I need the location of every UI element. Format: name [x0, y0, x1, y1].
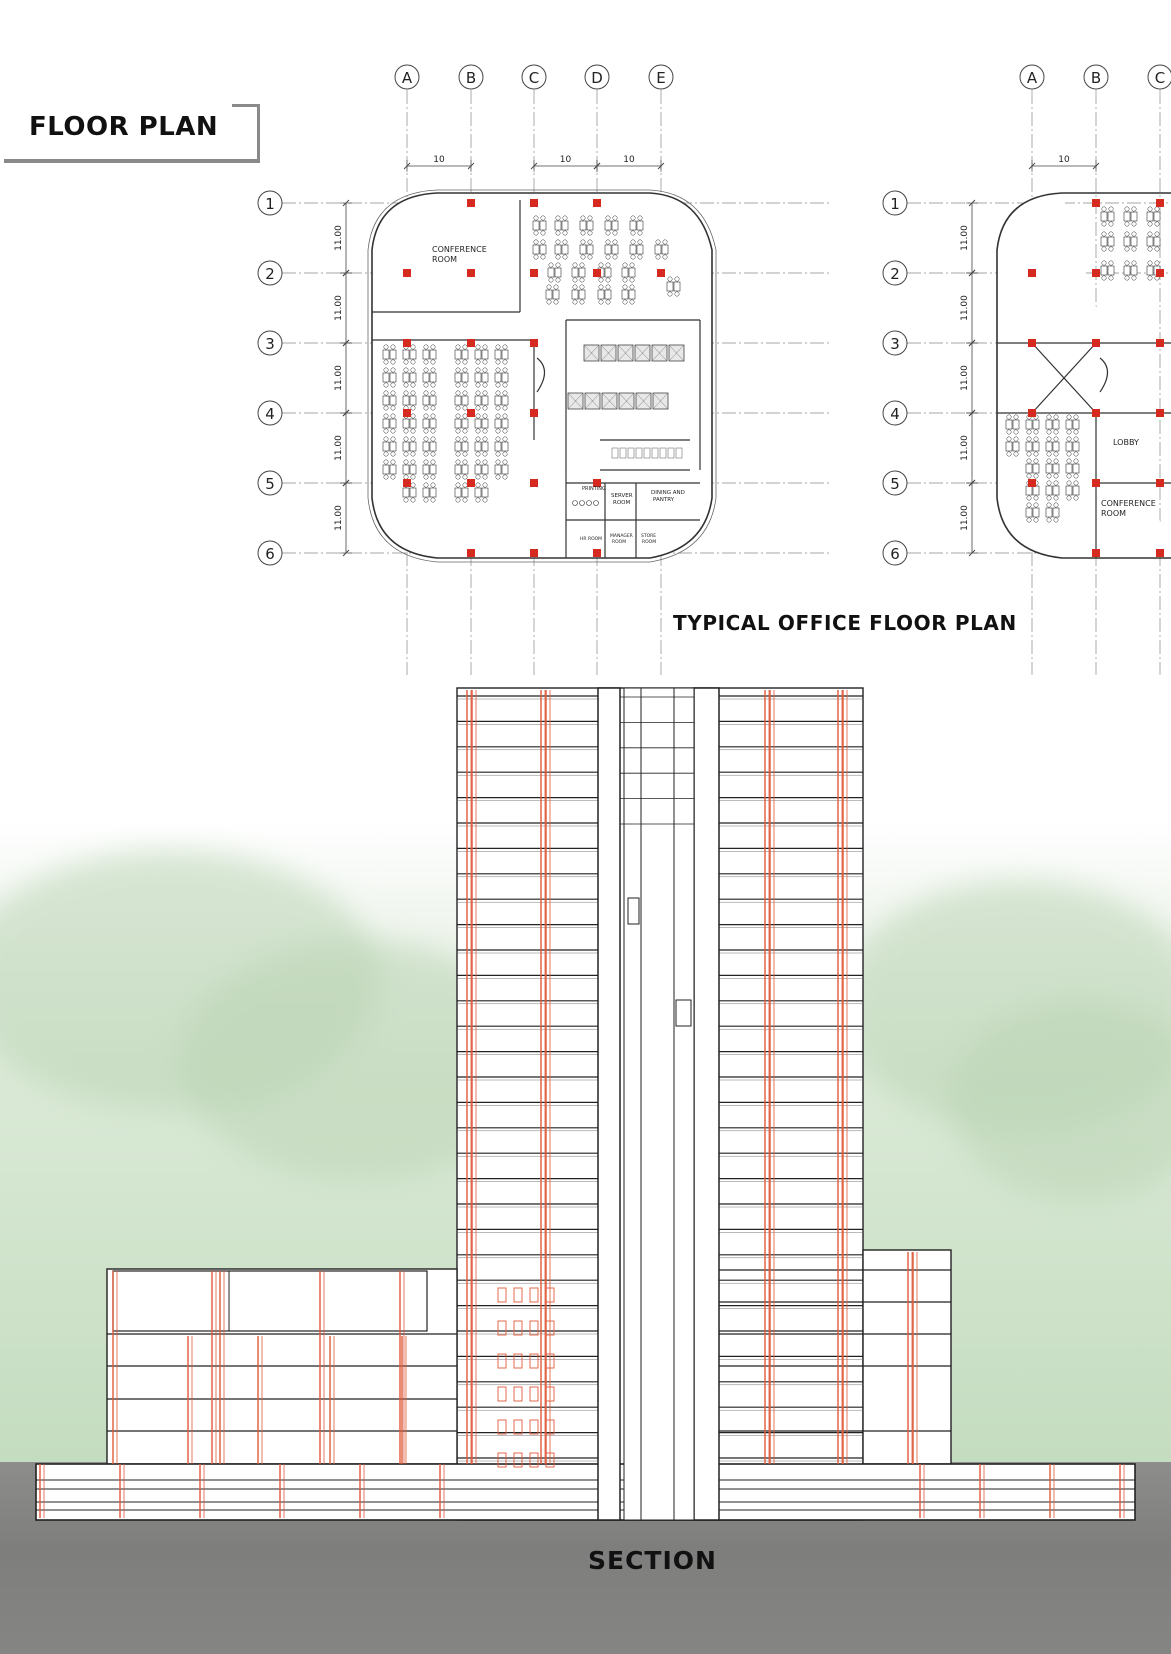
grid-label-column: D [591, 69, 603, 87]
core-shaft [694, 688, 719, 1520]
dimension-label: 11.00 [960, 365, 970, 391]
grid-label-row: 5 [265, 475, 275, 493]
core-shaft [641, 688, 674, 1520]
grid-label-column: B [1090, 69, 1102, 87]
room-label-conference-right: CONFERENCE [1101, 499, 1156, 508]
elevator-cab [628, 898, 639, 924]
room-label-lobby: LOBBY [1113, 438, 1139, 447]
base-volume [36, 1464, 1135, 1520]
room-label-printing: PRINTING [582, 486, 606, 492]
core-shaft [598, 688, 620, 1520]
dimension-label: 11.00 [334, 505, 344, 531]
dimension-label: 11.00 [334, 435, 344, 461]
grid-label-column: E [656, 69, 666, 87]
room-label-conference: CONFERENCE [432, 245, 487, 254]
room-label-hr: HR ROOM [580, 537, 603, 542]
dimension-label: 10 [559, 155, 572, 165]
grid-label-column: A [401, 69, 413, 87]
dimension-label: 11.00 [334, 225, 344, 251]
grid-label-row: 6 [265, 545, 275, 563]
grid-label-row: 4 [265, 405, 275, 423]
room-label-manager-2: ROOM [612, 540, 627, 545]
grid-label-row: 1 [265, 195, 275, 213]
core-shaft [674, 688, 694, 1520]
dimension-label: 11.00 [960, 225, 970, 251]
section-fill [36, 688, 1135, 1520]
dimension-label: 11.00 [334, 295, 344, 321]
grid-label-row: 2 [265, 265, 275, 283]
grid-label-column: A [1026, 69, 1038, 87]
dimension-label: 10 [1058, 155, 1070, 165]
dimension-label: 11.00 [960, 295, 970, 321]
grid-label-column: C [1154, 69, 1166, 87]
dimension-label: 11.00 [960, 505, 970, 531]
grid-label-row: 6 [890, 545, 900, 563]
grid-label-row: 2 [890, 265, 900, 283]
grid-label-column: C [528, 69, 540, 87]
section-caption: SECTION [588, 1546, 717, 1575]
room-label-server: SERVER [611, 493, 633, 499]
grid-label-row: 1 [890, 195, 900, 213]
room-label-store: STORE [641, 534, 657, 539]
grid-label-row: 3 [890, 335, 900, 353]
room-label-dining-2: PANTRY [653, 497, 675, 503]
dimension-label: 10 [623, 155, 635, 165]
grid-label-column: B [465, 69, 477, 87]
dimension-label: 11.00 [960, 435, 970, 461]
room-label-manager: MANAGER [610, 534, 633, 539]
dimension-label: 10 [433, 155, 445, 165]
section-core [598, 688, 719, 1520]
grid-label-row: 4 [890, 405, 900, 423]
grid-label-row: 5 [890, 475, 900, 493]
core-shaft [624, 688, 641, 1520]
elevator-cab [676, 1000, 691, 1026]
room-label-conference-2: ROOM [432, 255, 458, 264]
podium-right [863, 1250, 951, 1464]
room-label-store-2: ROOM [642, 540, 657, 545]
room-label-dining: DINING AND [651, 490, 685, 496]
room-label-conference-right-2: ROOM [1101, 509, 1127, 518]
grid-label-row: 3 [265, 335, 275, 353]
room-label-server-2: ROOM [613, 500, 631, 506]
plan-caption: TYPICAL OFFICE FLOOR PLAN [673, 611, 1017, 635]
dimension-label: 11.00 [334, 365, 344, 391]
sheet-title: FLOOR PLAN [29, 112, 219, 142]
